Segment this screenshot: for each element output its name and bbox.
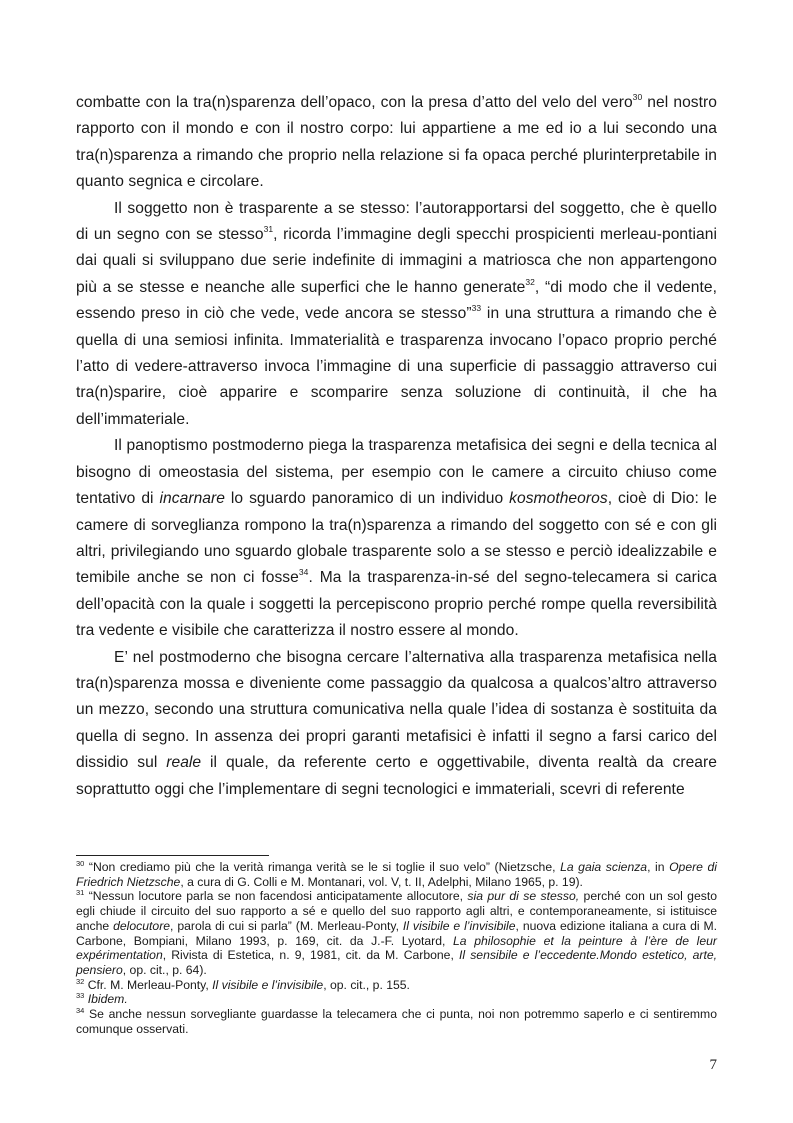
text-run: lo sguardo panoramico di un individuo: [224, 490, 510, 508]
text-run: “Nessun locutore parla se non facendosi anticipatamente allocutore,: [84, 889, 468, 904]
footnote: [76, 860, 717, 889]
footnote-ref: 34: [298, 567, 309, 578]
text-run: , Rivista di Estetica, n. 9, 1981, cit. da M. Carbone,: [162, 948, 459, 963]
main-text: [76, 90, 717, 803]
body-paragraph: [76, 433, 717, 644]
footnote-ref: 31: [263, 224, 274, 235]
text-run: , “di modo che il vedente, essendo preso in ciò che vede, vede ancora se stesso”: [76, 278, 717, 323]
footnote: [76, 889, 717, 977]
italic-text: sia pur di se stesso,: [467, 889, 580, 904]
italic-text: La philosophie et la peinture à l’ère de leur expérimentation: [76, 933, 717, 963]
italic-text: incarnare: [159, 490, 225, 508]
text-run: , in: [647, 860, 670, 874]
text-run: combatte con la tra(n)sparenza dell’opaco, con la presa d’atto del velo del vero: [76, 94, 633, 111]
text-run: Il soggetto non è trasparente a se stesso: l’autorapportarsi del soggetto, che è quello di un segno con se stesso: [76, 199, 717, 244]
italic-text: Il sensibile e l’eccedente.Mondo estetico, arte, pensiero: [76, 948, 717, 977]
italic-text: Il visibile e l’invisibile: [402, 918, 516, 933]
text-run: E’ nel postmoderno che bisogna cercare l’alternativa alla trasparenza metafisica nella tra(n)sparenza mossa e diveniente come passaggio da qualcosa a qualcos’altro attraverso un mezzo, secondo una struttura comunicativa nella quale l’idea di sostanza è sostituita da quella di segno. In assenza dei propri garanti metafisici è infatti il segno a farsi carico del dissidio sul: [76, 648, 717, 772]
body-paragraph: [76, 645, 717, 803]
footnote-separator: [76, 855, 269, 856]
footnote-ref: 31: [76, 888, 85, 898]
footnote: [76, 1007, 717, 1036]
body-paragraph: [76, 90, 717, 196]
text-run: , a cura di G. Colli e M. Montanari, vol. V, t. II, Adelphi, Milano 1965, p. 19).: [180, 874, 583, 889]
text-run: , op. cit., p. 64).: [122, 962, 207, 977]
text-run: in una struttura a rimando che è quella di una semiosi infinita. Immaterialità e trasparenza invocano l’opaco proprio perché l’atto di vedere-attraverso invoca l’immagine di una superficie di passaggio attraverso cui tra(n)sparire, cioè apparire e scomparire senza soluzione di continuità, il che ha dell’immateriale.: [76, 305, 717, 428]
italic-text: La gaia scienza: [560, 860, 648, 874]
footnote: [76, 992, 717, 1007]
text-run: Cfr. M. Merleau-Ponty,: [84, 977, 213, 992]
italic-text: Ibidem.: [87, 992, 128, 1007]
text-run: . Ma la trasparenza-in-sé del segno-telecamera si carica dell’opacità con la quale i soggetti la percepiscono proprio perché rompe quella reversibilità tra vedente e visibile che caratterizza il nostro essere al mondo.: [76, 569, 717, 640]
footnote-ref: 30: [76, 859, 85, 868]
footnote-ref: 33: [471, 303, 482, 314]
page-number: 7: [709, 1057, 717, 1073]
footnote-ref: 30: [632, 92, 643, 102]
text-run: , nuova edizione italiana a cura di M. Carbone, Bompiani, Milano 1993, p. 169, cit. da J.-F. Lyotard,: [76, 918, 718, 948]
italic-text: reale: [166, 754, 202, 772]
italic-text: kosmotheoros: [509, 490, 608, 508]
text-run: nel nostro rapporto con il mondo e con il nostro corpo: lui appartiene a me ed io a lui secondo una tra(n)sparenza a rimando che proprio nella relazione si fa opaca perché plurinterpretabile in quanto segnica e circolare.: [76, 94, 717, 191]
italic-text: Il visibile e l’invisibile: [212, 977, 324, 992]
text-run: “Non crediamo più che la verità rimanga verità se le si toglie il suo velo” (Nietzsche,: [84, 860, 561, 874]
text-run: , cioè di Dio: le camere di sorveglianza rompono la tra(n)sparenza a rimando del soggetto con sé e con gli altri, privilegiando uno sguardo globale trasparente solo a se stesso e perciò idealizzabile e temibile anche se non ci fosse: [76, 490, 718, 587]
text-run: Se anche nessun sorvegliante guardasse la telecamera che ci punta, noi non potremmo saperlo e ci sentiremmo comunque osservati.: [76, 1007, 717, 1036]
text-run: Il panoptismo postmoderno piega la trasparenza metafisica dei segni e della tecnica al bisogno di omeostasia del sistema, per esempio con le camere a circuito chiuso come tentativo di: [76, 437, 717, 508]
footnote-ref: 32: [525, 276, 535, 287]
text-run: , ricorda l’immagine degli specchi prospicienti merleau-pontiani dai quali si sviluppano due serie indefinite di immagini a matriosca che non appartengono più a se stesse e neanche alle superfici che le hanno generate: [76, 226, 717, 296]
footnote-ref: 34: [76, 1006, 85, 1016]
footnote: [76, 978, 717, 993]
text-run: il quale, da referente certo e oggettivabile, diventa realtà da creare soprattutto oggi che l’implementare di segni tecnologici e immateriali, scevri di referente: [76, 754, 717, 798]
footnote-ref: 33: [76, 991, 85, 1001]
italic-text: delocutore: [113, 918, 171, 933]
italic-text: Opere di Friedrich Nietzsche: [76, 860, 717, 889]
text-run: , op. cit., p. 155.: [323, 977, 410, 992]
footnotes: [76, 860, 717, 1036]
text-run: , parola di cui si parla” (M. Merleau-Ponty,: [170, 918, 403, 933]
footnote-ref: 32: [76, 976, 85, 986]
body-paragraph: [76, 196, 717, 434]
text-run: perché con un sol gesto egli chiude il circuito del suo rapporto a sé e quello del suo rapporto agli altri, e contemporaneamente, si istituisce anche: [76, 889, 717, 933]
